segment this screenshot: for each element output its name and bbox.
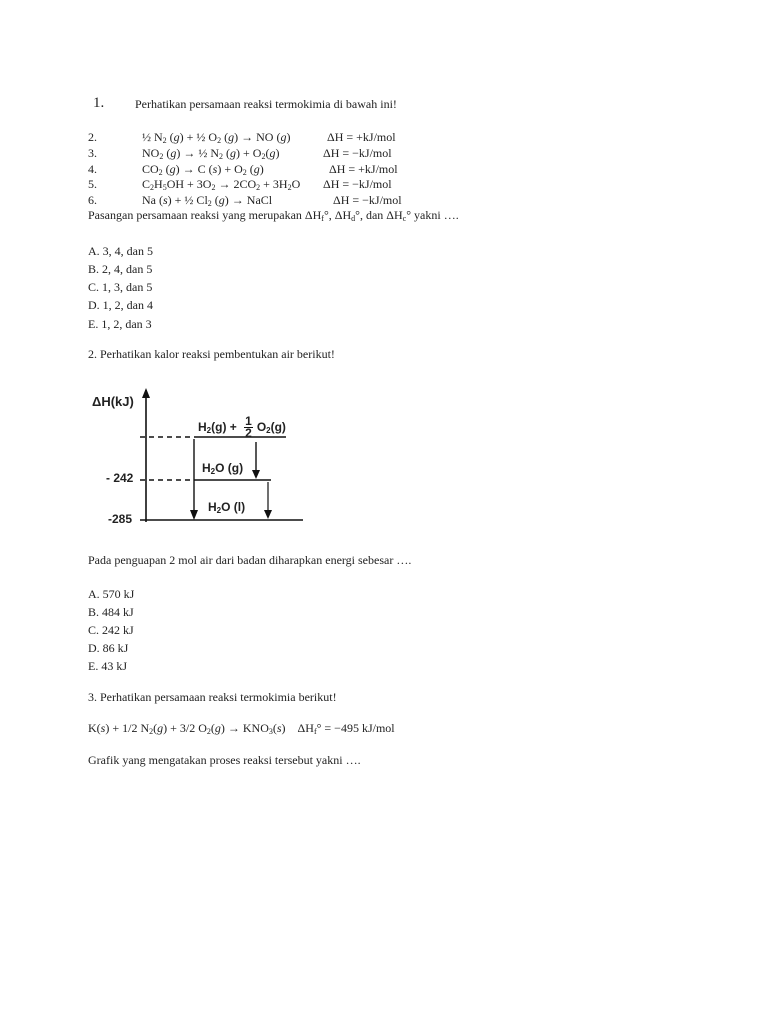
- option-e: E. 1, 2, dan 3: [88, 317, 152, 331]
- question-1-prompt: Perhatikan persamaan reaksi termokimia di bawah ini!: [135, 97, 397, 111]
- option-c: C. 242 kJ: [88, 623, 134, 637]
- top-level-label-end: $O_2(g)$: [256, 419, 286, 435]
- reaction-enthalpy: ΔH = −kJ/mol: [323, 146, 392, 160]
- option-b: B. 484 kJ: [88, 605, 134, 619]
- reaction-equation: $CO_2$ (g) → C $(s) + O_2$ (g): [142, 162, 264, 177]
- tick-label-242: - 242: [106, 471, 134, 485]
- reaction-number: 5.: [88, 177, 97, 191]
- reaction-number: 4.: [88, 162, 97, 176]
- question-2-prompt: 2. Perhatikan kalor reaksi pembentukan air berikut!: [88, 347, 335, 361]
- reaction-number: 6.: [88, 193, 97, 207]
- fraction-half: [244, 416, 253, 439]
- reaction-equation: $NO_2$ (g) → ½ $N_2$ $(g) + O_2(g)$: [142, 146, 280, 161]
- reaction-enthalpy: ΔH = −kJ/mol: [333, 193, 402, 207]
- tick-label-285: -285: [108, 512, 133, 526]
- reaction-equation: Na (s) + ½ $Cl_2$ (g) → NaCl: [142, 193, 273, 208]
- mid-level-label: $H_2O$ (g): [202, 461, 244, 476]
- question-3-prompt: 3. Perhatikan persamaan reaksi termokimia berikut!: [88, 690, 337, 704]
- reaction-enthalpy: ΔH = +kJ/mol: [327, 130, 396, 144]
- reaction-number: 2.: [88, 130, 97, 144]
- bottom-level-label: $H_2O$ (l): [208, 500, 246, 515]
- question-3-equation: K(s) + 1/2 $N_2(g) + 3/2$ $O_2(g) \to KNO_3(s)$ $\Delta H_f^\circ = -495$ kJ/mol: [88, 721, 395, 736]
- option-a: A. 3, 4, dan 5: [88, 244, 153, 258]
- question-3-text: Grafik yang mengatakan proses reaksi tersebut yakni ….: [88, 753, 361, 767]
- question-1-number: 1.: [93, 95, 105, 111]
- option-d: D. 1, 2, dan 4: [88, 298, 153, 312]
- fraction-numerator: 1: [245, 414, 252, 428]
- reaction-number: 3.: [88, 146, 97, 160]
- option-a: A. 570 kJ: [88, 587, 135, 601]
- reaction-enthalpy: ΔH = +kJ/mol: [329, 162, 398, 176]
- axis-label: ΔH(kJ): [92, 394, 134, 409]
- reaction-equation: $C_2H_5OH + 3O_2 \to 2CO_2 + 3H_2O$: [142, 177, 301, 192]
- enthalpy-diagram: [88, 382, 318, 532]
- option-c: C. 1, 3, dan 5: [88, 280, 153, 294]
- option-e: E. 43 kJ: [88, 659, 127, 673]
- question-1-text: Pasangan persamaan reaksi yang merupakan $\Delta H_f^\circ$, $\Delta H_d^\circ$, dan $\Delta H_c^\circ$ yakni ….: [88, 208, 459, 223]
- option-d: D. 86 kJ: [88, 641, 129, 655]
- fraction-denominator: 2: [245, 426, 252, 440]
- question-2-text: Pada penguapan 2 mol air dari badan diharapkan energi sebesar ….: [88, 553, 412, 567]
- reaction-enthalpy: ΔH = −kJ/mol: [323, 177, 392, 191]
- top-level-label: [198, 416, 286, 439]
- option-b: B. 2, 4, dan 5: [88, 262, 153, 276]
- top-level-label-start: $H_2(g)$ +: [198, 419, 241, 435]
- reaction-equation: ½ $N_2$ (g) + ½ $O_2$ (g) → NO (g): [142, 130, 291, 145]
